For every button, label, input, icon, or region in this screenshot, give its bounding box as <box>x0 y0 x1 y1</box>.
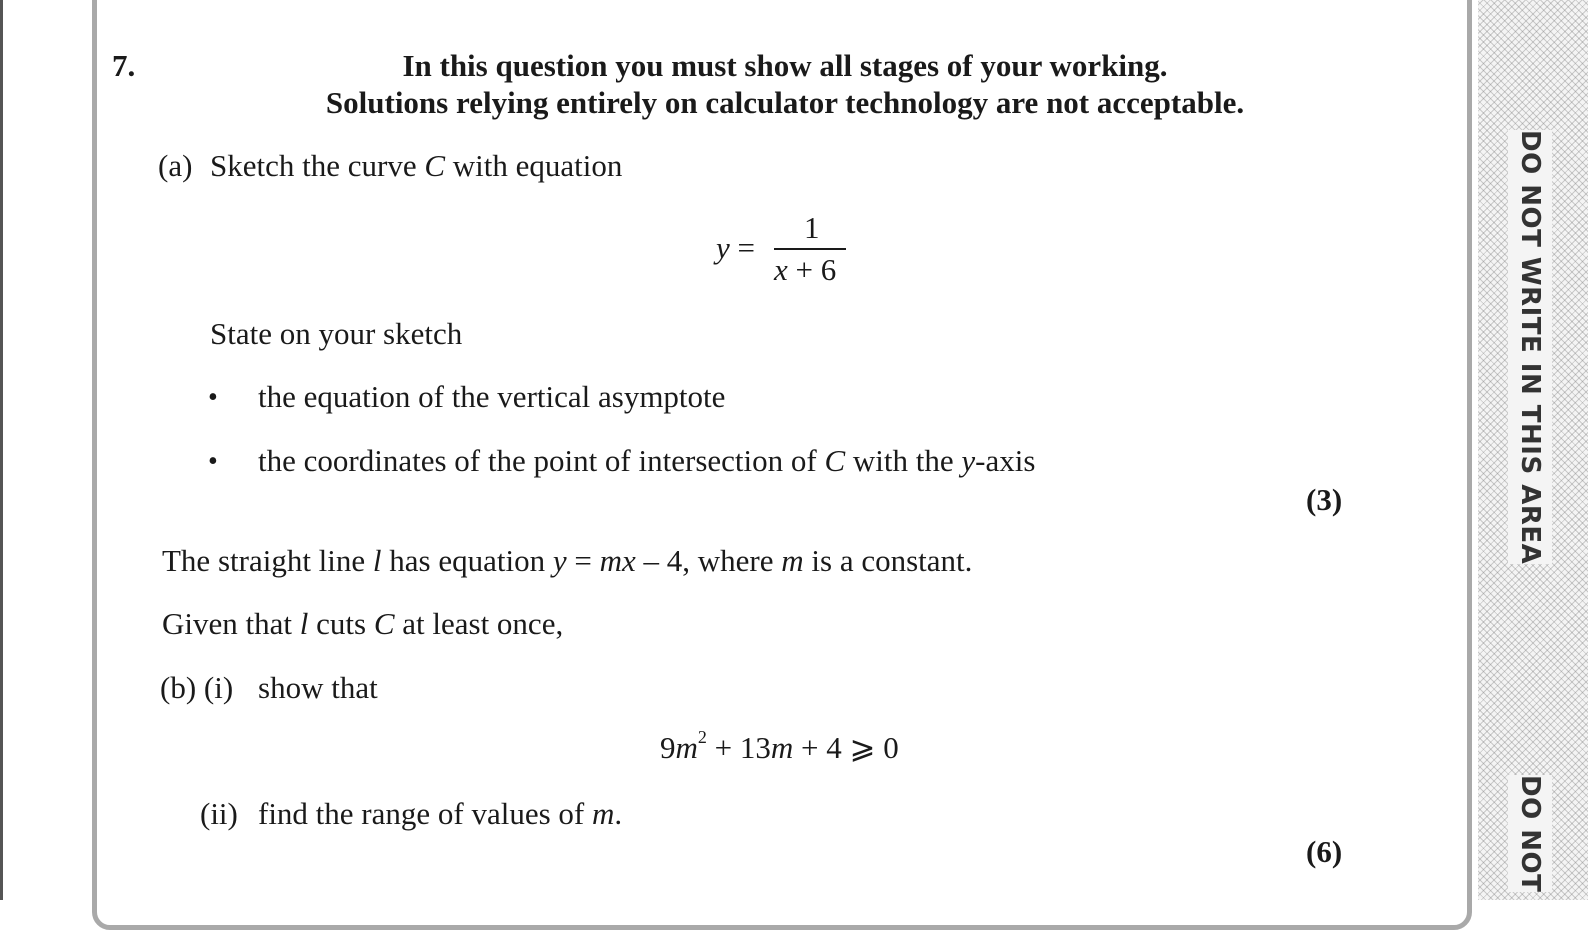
part-a-label: (a) <box>158 148 193 183</box>
part-b-label: (b) (i) <box>160 670 234 705</box>
part-a-intro-suffix: with equation <box>445 148 623 183</box>
instruction-line-2: Solutions relying entirely on calculator technology are not acceptable. <box>325 85 1245 120</box>
part-b-ii-text: find the range of values of m. <box>258 796 623 831</box>
fraction-bar <box>774 248 846 250</box>
fraction-numerator: 1 <box>804 210 820 245</box>
do-not-write-warning: DO NOT WRITE IN THIS AREA <box>1508 130 1552 564</box>
curve-equation <box>712 210 862 290</box>
curve-c-symbol: C <box>424 148 446 183</box>
question-number: 7. <box>112 48 136 83</box>
do-not-write-warning-partial: DO NOT <box>1508 775 1552 892</box>
part-b-ii-label: (ii) <box>200 796 238 831</box>
part-a-marks: (3) <box>1306 482 1343 517</box>
denominator-rest: + 6 <box>787 252 837 287</box>
part-b-marks: (6) <box>1306 834 1343 869</box>
bullet-point: • <box>208 446 218 477</box>
bullet-2-text: the coordinates of the point of intersection of C with the y-axis <box>258 443 1036 478</box>
given-statement: Given that l cuts C at least once, <box>162 606 564 641</box>
bullet-point: • <box>208 382 218 413</box>
line-l-statement: The straight line l has equation y = mx – 4, where m is a constant. <box>162 543 973 578</box>
inequality-expression: $9m^2 + 13m + 4$ ⩾ 0 <box>660 726 899 765</box>
bullet-1-text: the equation of the vertical asymptote <box>258 379 726 414</box>
left-edge-rule <box>0 0 3 900</box>
show-that-text: show that <box>258 670 378 705</box>
part-a-intro-text: Sketch the curve <box>210 148 425 183</box>
state-on-sketch: State on your sketch <box>210 316 463 351</box>
instruction-line-1: In this question you must show all stages of your working. <box>402 48 1168 83</box>
fraction-denominator <box>774 252 836 288</box>
part-a-intro <box>210 148 622 184</box>
denominator-var-x: x <box>774 252 788 287</box>
equation-lhs: y = <box>716 230 755 265</box>
